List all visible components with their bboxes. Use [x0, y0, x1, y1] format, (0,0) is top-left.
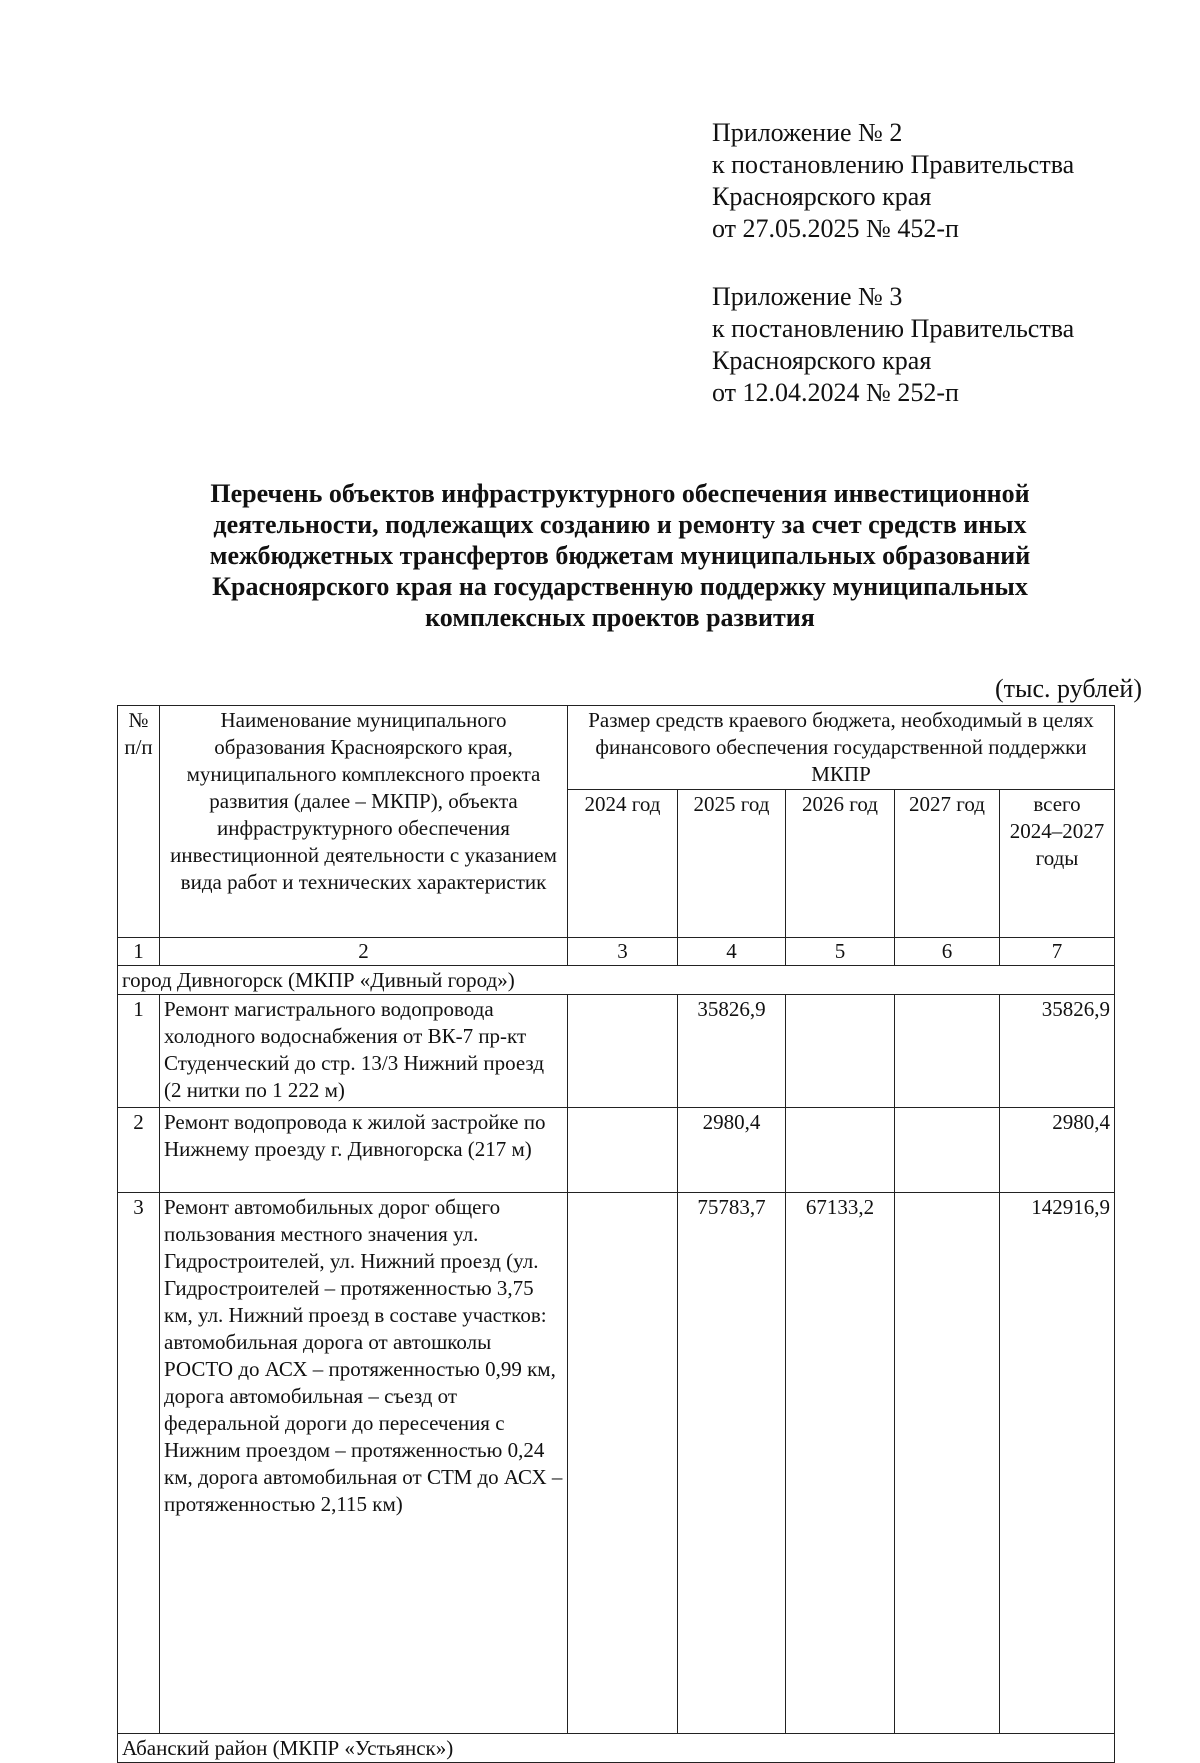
row-num: 1 [118, 995, 160, 1108]
header-name: Наименование муниципального образования Красноярского края, муниципального комплексного проекта развития (далее – МКПР), объекта инфраструктурного обеспечения инвестиционной деятельности с указанием вида работ и технических характеристик [160, 706, 568, 938]
row-value-2027 [895, 1108, 1000, 1193]
appendix-line: к постановлению Правительства [712, 314, 1075, 343]
table-row [118, 1193, 1115, 1734]
appendix-line: Красноярского края [712, 346, 932, 375]
row-value-2027 [895, 1193, 1000, 1734]
funding-table [117, 705, 1115, 1763]
column-number: 6 [895, 938, 1000, 966]
title-line: межбюджетных трансфертов бюджетам муниципальных образований [209, 541, 1031, 570]
table-row [118, 1108, 1115, 1193]
header-num: № п/п [118, 706, 160, 938]
column-numbers-row [118, 938, 1115, 966]
row-value-2025: 2980,4 [678, 1108, 786, 1193]
row-num: 2 [118, 1108, 160, 1193]
header-year-2026: 2026 год [786, 790, 895, 938]
section-row [118, 966, 1115, 995]
row-value-2024 [568, 1108, 678, 1193]
row-name: Ремонт магистрального водопровода холодного водоснабжения от ВК-7 пр-кт Студенческий до стр. 13/3 Нижний проезд (2 нитки по 1 222 м) [160, 995, 568, 1108]
table-header-row [118, 706, 1115, 790]
section-title: Абанский район (МКПР «Устьянск») [118, 1734, 1115, 1763]
column-number: 5 [786, 938, 895, 966]
appendix-line: к постановлению Правительства [712, 150, 1075, 179]
row-value-total: 142916,9 [1000, 1193, 1115, 1734]
title-line: Красноярского края на государственную поддержку муниципальных [212, 572, 1028, 601]
header-year-2025: 2025 год [678, 790, 786, 938]
row-value-2024 [568, 995, 678, 1108]
column-number: 3 [568, 938, 678, 966]
appendix-2-block [712, 117, 1074, 245]
header-year-2027: 2027 год [895, 790, 1000, 938]
column-number: 7 [1000, 938, 1115, 966]
row-name: Ремонт водопровода к жилой застройке по Нижнему проезду г. Дивногорска (217 м) [160, 1108, 568, 1193]
title-line: комплексных проектов развития [425, 603, 815, 632]
column-number: 4 [678, 938, 786, 966]
row-value-2026: 67133,2 [786, 1193, 895, 1734]
appendix-line: Красноярского края [712, 182, 932, 211]
row-value-total: 2980,4 [1000, 1108, 1115, 1193]
section-title: город Дивногорск (МКПР «Дивный город») [118, 966, 1115, 995]
appendix-3-block [712, 281, 1074, 409]
row-value-2027 [895, 995, 1000, 1108]
column-number: 1 [118, 938, 160, 966]
row-value-2026 [786, 995, 895, 1108]
row-value-2024 [568, 1193, 678, 1734]
appendix-line: от 27.05.2025 № 452-п [712, 214, 959, 243]
title-line: Перечень объектов инфраструктурного обеспечения инвестиционной [210, 479, 1030, 508]
row-value-2026 [786, 1108, 895, 1193]
header-year-2024: 2024 год [568, 790, 678, 938]
appendix-line: Приложение № 3 [712, 282, 903, 311]
section-row [118, 1734, 1115, 1763]
row-value-total: 35826,9 [1000, 995, 1115, 1108]
document-title [120, 478, 1120, 633]
title-line: деятельности, подлежащих созданию и ремонту за счет средств иных [213, 510, 1027, 539]
unit-label: (тыс. рублей) [994, 674, 1142, 703]
row-num: 3 [118, 1193, 160, 1734]
table-row [118, 995, 1115, 1108]
column-number: 2 [160, 938, 568, 966]
row-value-2025: 35826,9 [678, 995, 786, 1108]
header-total: всего 2024–2027 годы [1000, 790, 1115, 938]
row-name: Ремонт автомобильных дорог общего пользования местного значения ул. Гидростроителей, ул. Нижний проезд (ул. Гидростроителей – протяженностью 3,75 км, ул. Нижний проезд в составе участков: автомобильная дорога от автошколы РОСТО до АСХ – протяженностью 0,99 км, дорога автомобильная – съезд от федеральной дороги до пересечения с Нижним проездом – протяженностью 0,24 км, дорога автомобильная от СТМ до АСХ – протяженностью 2,115 км) [160, 1193, 568, 1734]
appendix-line: от 12.04.2024 № 252-п [712, 378, 959, 407]
row-value-2025: 75783,7 [678, 1193, 786, 1734]
appendix-line: Приложение № 2 [712, 118, 903, 147]
header-budget: Размер средств краевого бюджета, необходимый в целях финансового обеспечения государственной поддержки МКПР [568, 706, 1115, 790]
